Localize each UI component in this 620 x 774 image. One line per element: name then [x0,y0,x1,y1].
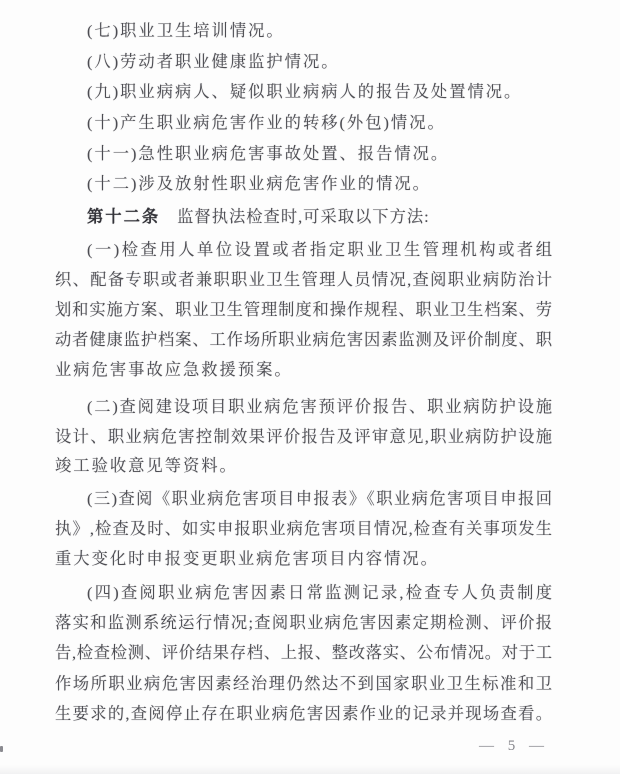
document-body [55,0,552,729]
text-line: 执》,检查及时、如实申报职业病危害项目情况,检查有关事项发生 [55,518,552,538]
text-line: 划和实施方案、职业卫生管理制度和操作规程、职业卫生档案、劳 [55,300,552,320]
text-line: (七)职业卫生培训情况。 [87,21,285,40]
paragraph-sub-2 [55,392,552,481]
text-line [55,202,552,232]
text-line: 设计、职业病危害控制效果评价报告及评审意见,职业病防护设施 [55,426,552,446]
text-line: (九)职业病病人、疑似职业病病人的报告及处置情况。 [87,82,523,102]
paragraph-sub-4 [55,578,552,729]
text-line: 织、配备专职或者兼职职业卫生管理人员情况,查阅职业病防治计 [55,270,552,290]
text-line: (四)查阅职业病危害因素日常监测记录,检查专人负责制度 [87,582,552,602]
text-line: (二)查阅建设项目职业病危害预评价报告、职业病防护设施 [87,397,552,417]
text-line: 落实和监测系统运行情况;查阅职业病危害因素定期检测、评价报 [55,612,552,632]
paragraph-sub-3 [55,484,552,574]
paragraph-item-10 [55,108,552,139]
text-line: (十二)涉及放射性职业病危害作业的情况。 [87,174,431,194]
text-line: (十一)急性职业病危害事故处置、报告情况。 [87,143,450,163]
text-line: (十)产生职业病危害作业的转移(外包)情况。 [87,113,446,133]
paragraph-item-12 [55,169,552,200]
paragraph-sub-1 [55,235,552,385]
text-line: 业病危害事故应急救援预案。 [55,360,293,380]
text-line: 生要求的,查阅停止存在职业病危害因素作业的记录并现场查看。 [55,703,552,723]
text-line: 重大变化时申报变更职业病危害项目内容情况。 [55,548,439,568]
scan-artifact-speck [0,746,3,752]
text-line: 动者健康监护档案、工作场所职业病危害因素监测及评价制度、职 [55,330,552,350]
text-line: 告,检查检测、评价结果存档、上报、整改落实、公布情况。对于工 [55,643,552,663]
paragraph-item-9 [55,77,552,108]
article-heading-text: 监督执法检查时,可采取以下方法: [177,207,430,227]
paragraph-item-8 [55,47,552,78]
page-number: — 5 — [479,738,549,754]
text-line: 作场所职业病危害因素经治理仍然达不到国家职业卫生标准和卫 [55,673,552,693]
paragraph-item-11 [55,139,552,170]
text-line: (一)检查用人单位设置或者指定职业卫生管理机构或者组 [87,240,552,260]
paragraph-item-7 [55,16,552,47]
article-number-label: 第十二条 [87,207,161,227]
text-line: 竣工验收意见等资料。 [55,456,238,476]
text-line: (三)查阅《职业病危害项目申报表》《职业病危害项目申报回 [87,488,552,508]
text-line: (八)劳动者职业健康监护情况。 [87,51,340,71]
paragraph-article-12 [55,202,552,232]
